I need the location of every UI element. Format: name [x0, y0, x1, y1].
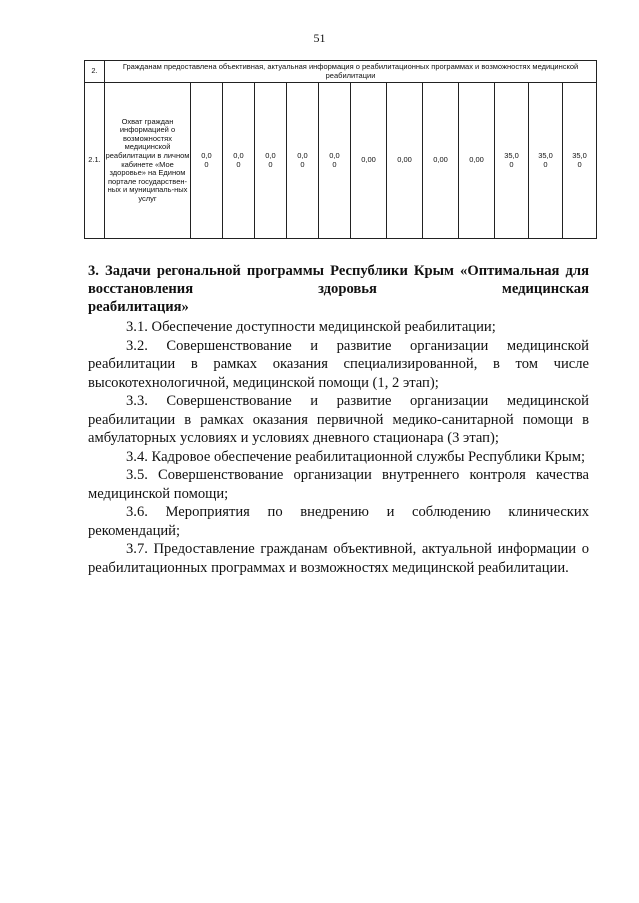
task-item: 3.5. Совершенствование организации внутреннего контроля качества медицинской помощи;: [88, 467, 589, 502]
value-cell: 0,00: [423, 83, 459, 239]
value-cell: 35,0 0: [563, 83, 597, 239]
task-item: 3.6. Мероприятия по внедрению и соблюдению клинических рекомендаций;: [88, 504, 589, 539]
value-cell: 35,0 0: [529, 83, 563, 239]
section-row: [85, 61, 597, 83]
task-item: 3.7. Предоставление гражданам объективной, актуальной информации о реабилитационных программах и возможностях медицинской реабилитации.: [88, 541, 589, 576]
section-title: Гражданам предоставлена объективная, актуальная информация о реабилитационных программах и возможностях медицинской реабилитации: [105, 61, 597, 83]
task-item: 3.3. Совершенствование и развитие организации медицинской реабилитации в рамках оказания первичной медико-санитарной помощи в амбулаторных условиях и условиях дневного стационара (3 этап);: [88, 393, 589, 446]
section-heading: [88, 262, 589, 316]
row-label: Охват граждан информацией о возможностях медицинской реабилитации в личном кабинете «Мое здоровье» на Едином портале государствен-ных и муниципаль-ных услуг: [105, 83, 191, 239]
value-cell: 0,0 0: [191, 83, 223, 239]
task-item: 3.4. Кадровое обеспечение реабилитационной службы Республики Крым;: [126, 448, 586, 465]
task-item: 3.2. Совершенствование и развитие организации медицинской реабилитации в рамках оказания специализированной, в том числе высокотехнологичной, медицинской помощи (1, 2 этап);: [88, 337, 589, 391]
value-cell: 35,0 0: [495, 83, 529, 239]
indicators-table: [84, 60, 597, 239]
value-cell: 0,00: [351, 83, 387, 239]
value-cell: 0,0 0: [319, 83, 351, 239]
row-number: 2.1.: [85, 83, 105, 239]
tasks-list: [88, 318, 589, 577]
task-item: 3.1. Обеспечение доступности медицинской реабилитации;: [126, 319, 496, 335]
table-row: [85, 83, 597, 239]
page-number: 51: [313, 31, 326, 45]
value-cell: 0,00: [459, 83, 495, 239]
section-heading-line: реабилитация»: [88, 299, 189, 315]
value-cell: 0,0 0: [223, 83, 255, 239]
value-cell: 0,00: [387, 83, 423, 239]
section-number: 2.: [85, 61, 105, 83]
value-cell: 0,0 0: [255, 83, 287, 239]
value-cell: 0,0 0: [287, 83, 319, 239]
section-heading-line: 3. Задачи регональной программы Республики Крым «Оптимальная для восстановления здоровья медицинская: [88, 263, 589, 297]
